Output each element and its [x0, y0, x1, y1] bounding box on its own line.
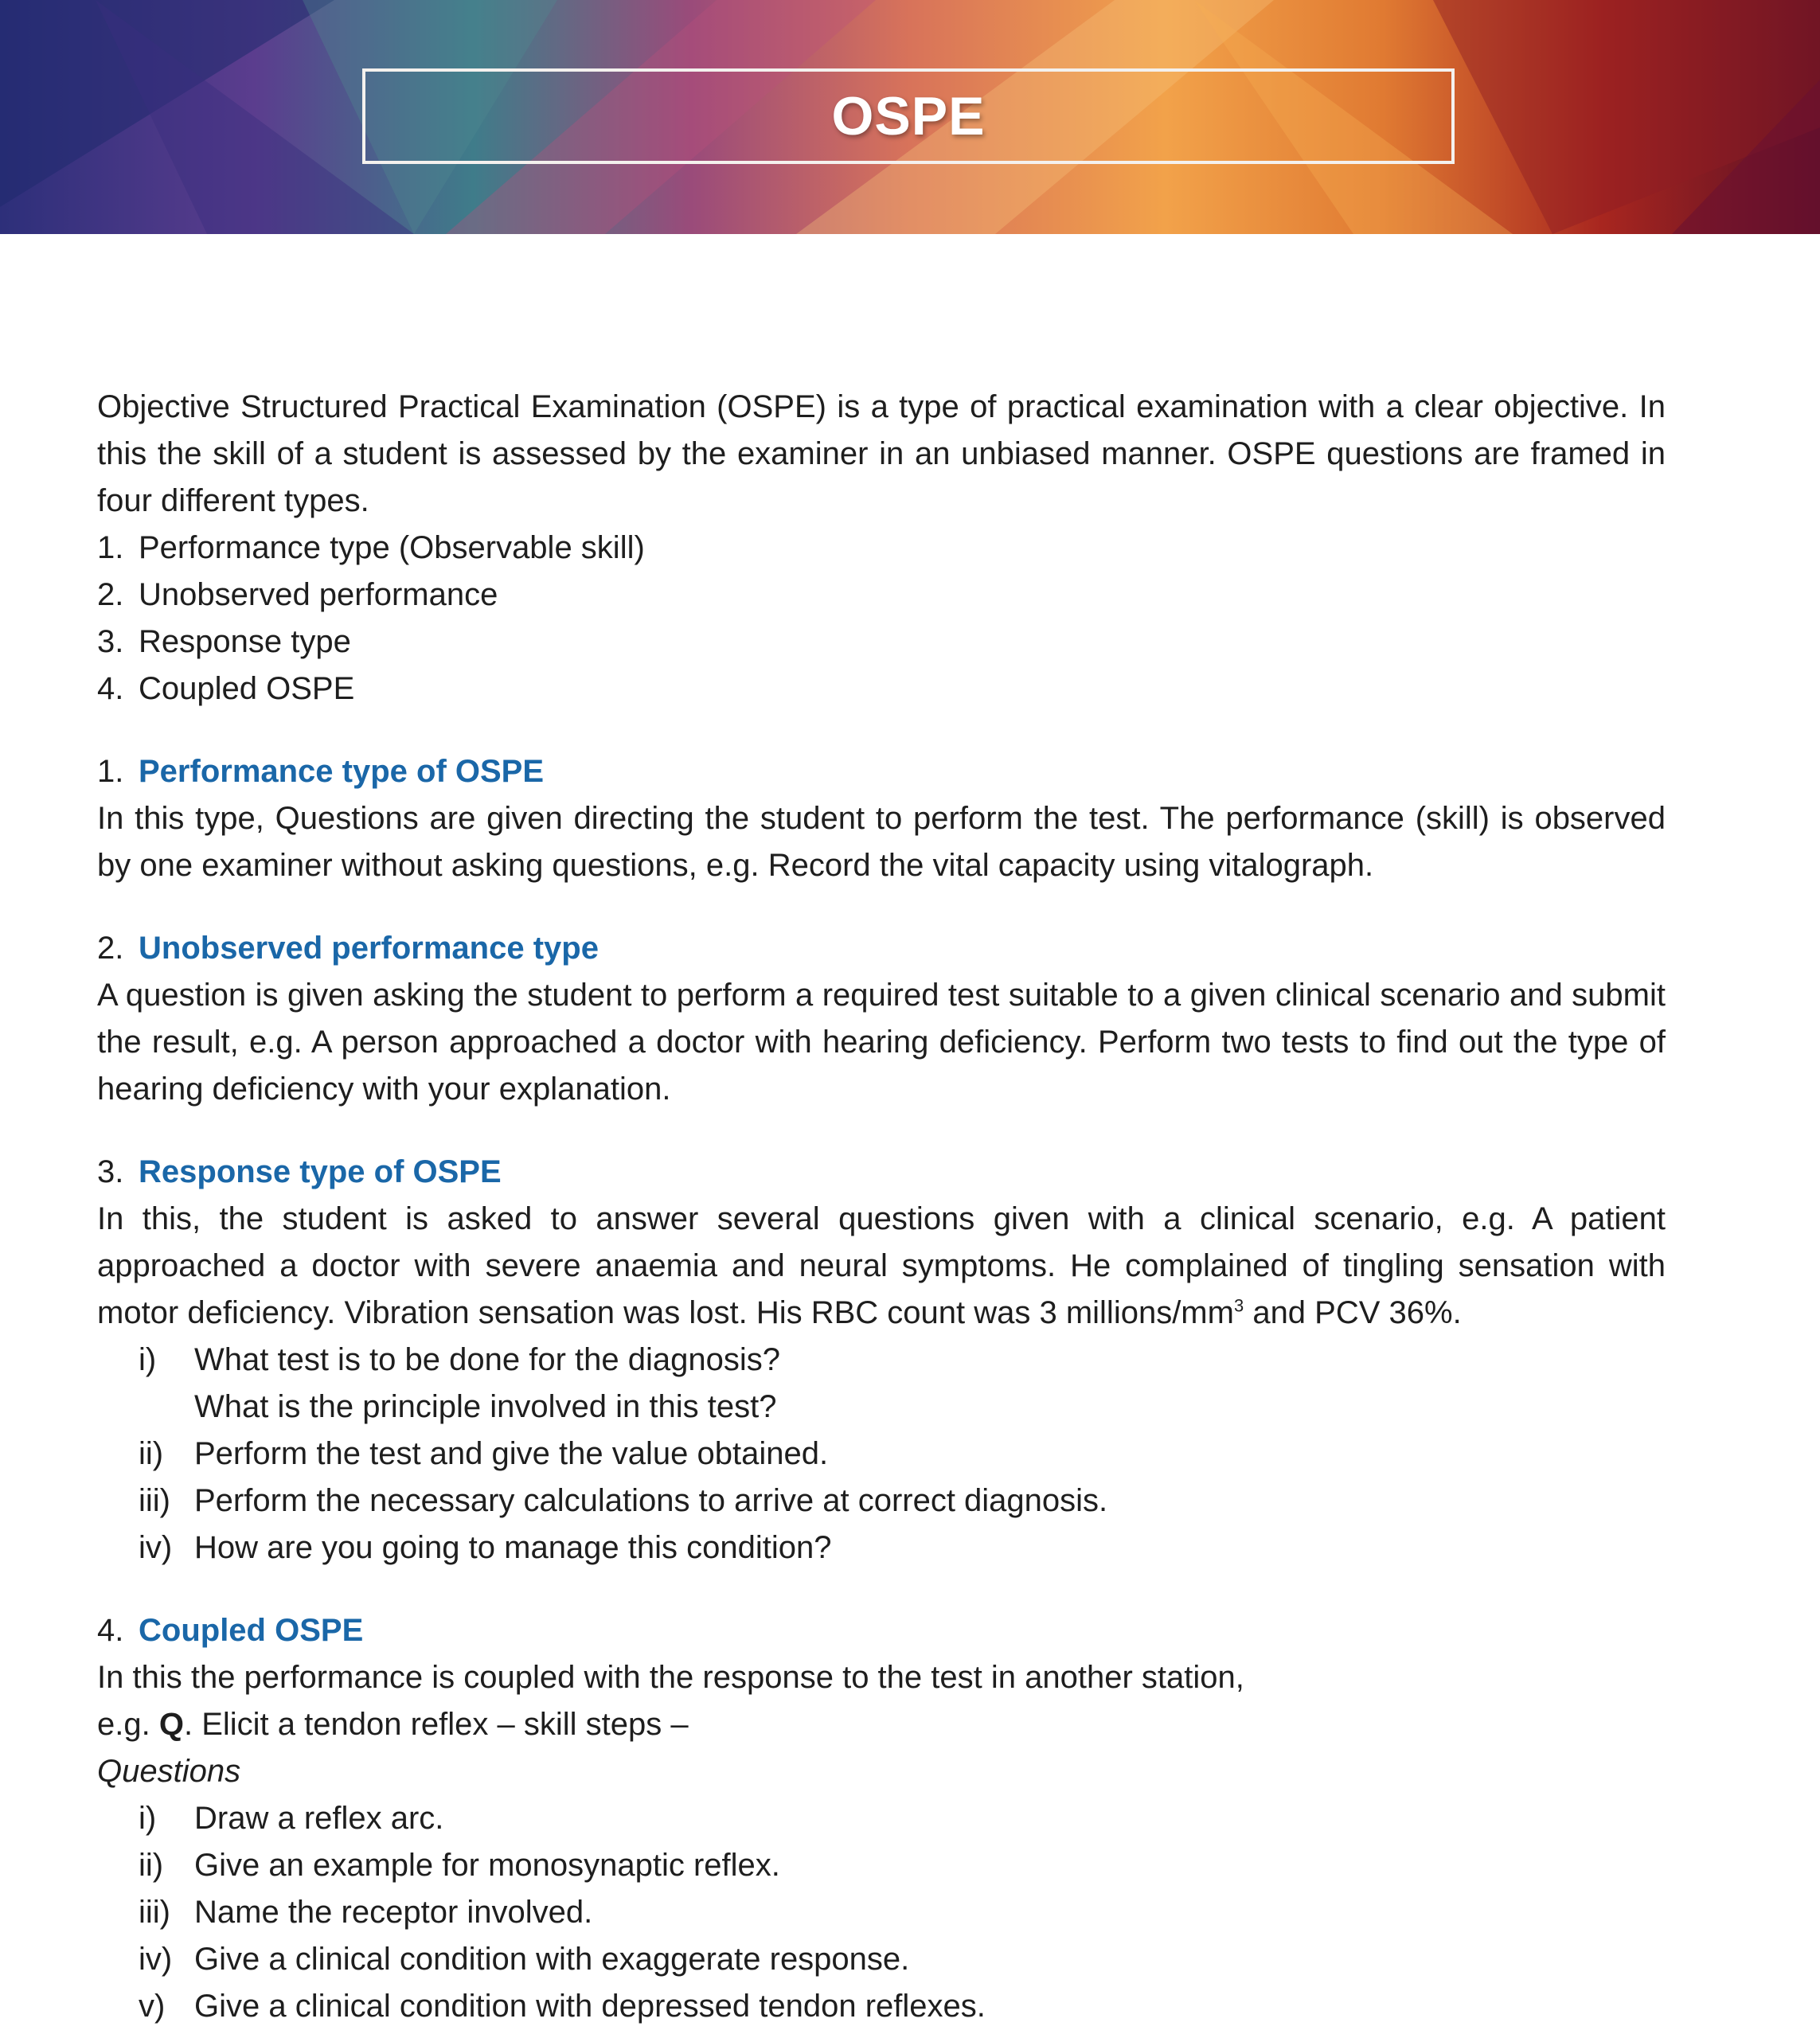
question-number: ii) — [139, 1848, 164, 1883]
section-unobserved — [97, 925, 1666, 1113]
section-heading: Response type of OSPE — [139, 1154, 502, 1189]
question-number: i) — [139, 1342, 157, 1377]
example-q: Q — [158, 1707, 184, 1742]
question-item — [139, 1842, 1666, 1889]
section-body-text: In this, the student is asked to answer several questions given with a clinical scenario, e.g. A patient approached a doctor with severe anaemia and neural symptoms. He complained of tingling sensation with motor deficiency. Vibration sensation was lost. His RBC count was 3 millions/mm — [97, 1201, 1666, 1330]
question-number: iv) — [139, 1942, 173, 1977]
page-title: OSPE — [831, 86, 986, 146]
questions-label-text: Questions — [97, 1754, 241, 1789]
question-number: iii) — [139, 1895, 170, 1930]
question-item — [139, 1337, 1666, 1384]
question-text: Name the receptor involved. — [194, 1895, 593, 1930]
question-item — [139, 1431, 1666, 1478]
section-number: 3. — [97, 1154, 124, 1189]
example-rest: . Elicit a tendon reflex – skill steps – — [183, 1707, 689, 1742]
question-text: What test is to be done for the diagnosis? — [194, 1342, 780, 1377]
list-number: 2. — [97, 577, 124, 612]
question-text: Give an example for monosynaptic reflex. — [194, 1848, 780, 1883]
list-number: 3. — [97, 624, 124, 659]
section-body-text: and PCV 36%. — [1244, 1295, 1462, 1330]
question-number: iv) — [139, 1530, 173, 1565]
section-heading: Coupled OSPE — [139, 1613, 364, 1648]
section-heading: Unobserved performance type — [139, 931, 599, 966]
question-number: v) — [139, 1989, 166, 2024]
question-item — [139, 1478, 1666, 1525]
question-text: How are you going to manage this condition? — [194, 1530, 832, 1565]
list-item — [97, 666, 1666, 713]
document-body — [97, 384, 1666, 2030]
section-coupled — [97, 1607, 1666, 2030]
intro-paragraph: Objective Structured Practical Examination (OSPE) is a type of practical examination with a clear objective. In this the skill of a student is assessed by the examiner in an unbiased manner. OSPE questions are framed in four different types. — [97, 389, 1666, 518]
section-body — [97, 1196, 1666, 1337]
list-item — [97, 572, 1666, 619]
title-frame — [362, 68, 1455, 164]
section-number: 4. — [97, 1613, 124, 1648]
example-line — [97, 1701, 1666, 1748]
question-item — [139, 1983, 1666, 2030]
question-text: Give a clinical condition with depressed tendon reflexes. — [194, 1989, 986, 2024]
question-item — [139, 1936, 1666, 1983]
question-text: Draw a reflex arc. — [194, 1801, 444, 1836]
question-text: Give a clinical condition with exaggerate response. — [194, 1942, 910, 1977]
question-text: What is the principle involved in this test? — [194, 1389, 777, 1424]
section-body: In this type, Questions are given directing the student to perform the test. The performance (skill) is observed by one examiner without asking questions, e.g. Record the vital capacity using vitalograph. — [97, 801, 1666, 883]
header-banner — [0, 0, 1820, 234]
section-response — [97, 1149, 1666, 1571]
example-prefix: e.g. — [97, 1707, 159, 1742]
section-body: In this the performance is coupled with the response to the test in another station, — [97, 1660, 1244, 1695]
question-number: ii) — [139, 1436, 164, 1471]
section-number: 2. — [97, 931, 124, 966]
superscript: 3 — [1233, 1295, 1244, 1316]
list-text: Response type — [139, 624, 351, 659]
question-number — [139, 1384, 194, 1431]
question-item — [139, 1384, 1666, 1431]
question-item — [139, 1889, 1666, 1936]
question-text: Perform the test and give the value obtained. — [194, 1436, 829, 1471]
questions-label — [97, 1748, 1666, 1795]
list-item — [97, 525, 1666, 572]
list-number: 1. — [97, 530, 124, 565]
question-number: i) — [139, 1801, 157, 1836]
list-text: Performance type (Observable skill) — [139, 530, 645, 565]
list-text: Coupled OSPE — [139, 671, 355, 706]
section-number: 1. — [97, 754, 124, 789]
list-text: Unobserved performance — [139, 577, 498, 612]
question-item — [139, 1525, 1666, 1571]
section-body: A question is given asking the student to perform a required test suitable to a given clinical scenario and submit the result, e.g. A person approached a doctor with hearing deficiency. Perform two tests to find out the type of hearing deficiency with your explanation. — [97, 978, 1666, 1107]
section-heading: Performance type of OSPE — [139, 754, 545, 789]
section-performance — [97, 748, 1666, 889]
types-list — [97, 525, 1666, 713]
question-number: iii) — [139, 1483, 170, 1518]
question-text: Perform the necessary calculations to arrive at correct diagnosis. — [194, 1483, 1108, 1518]
list-number: 4. — [97, 671, 124, 706]
question-item — [139, 1795, 1666, 1842]
list-item — [97, 619, 1666, 666]
